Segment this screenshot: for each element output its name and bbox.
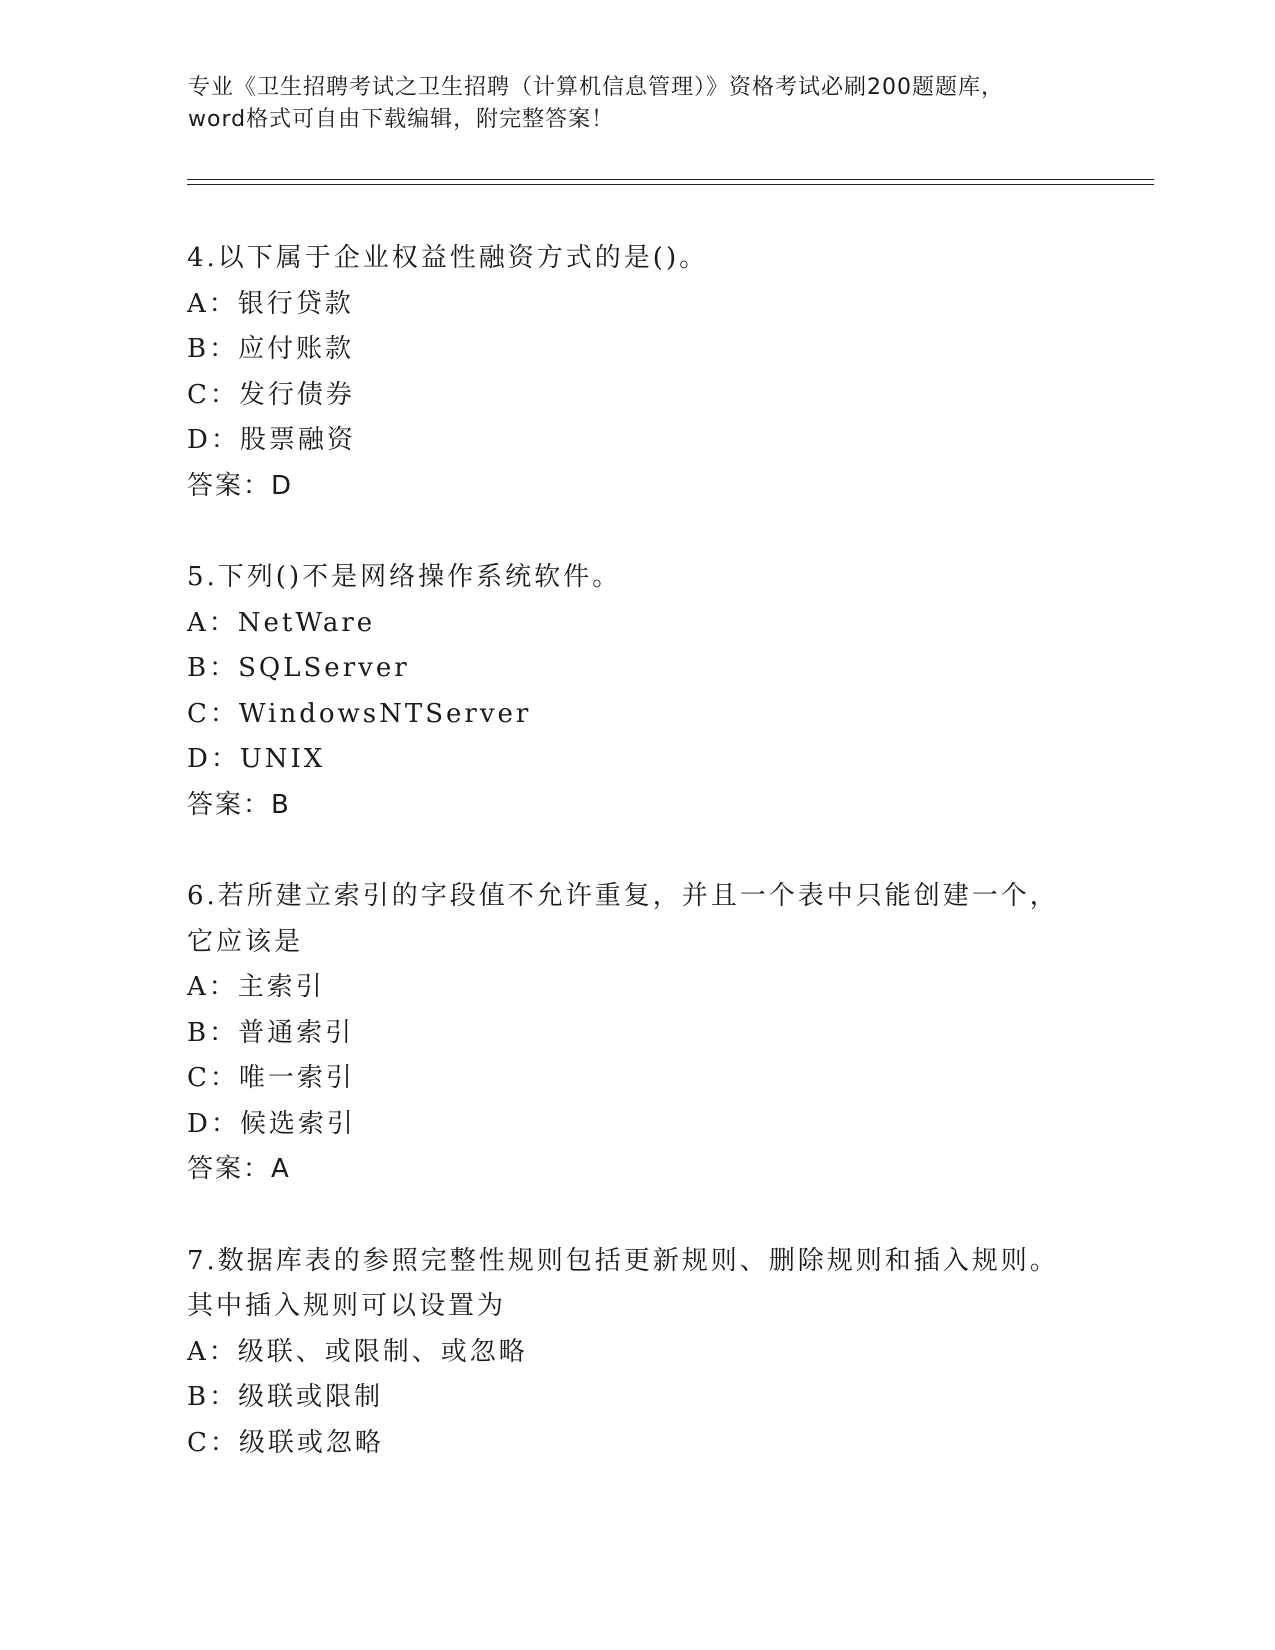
question-stem-continued: 其中插入规则可以设置为 (187, 1291, 507, 1321)
option-a: A：NetWare (187, 607, 376, 638)
question-6 (187, 874, 1147, 1193)
document-header (188, 72, 1088, 136)
header-divider-bottom (187, 184, 1154, 185)
question-stem: 7.数据库表的参照完整性规则包括更新规则、删除规则和插入规则。 (187, 1245, 1059, 1276)
answer: 答案：B (187, 789, 291, 820)
question-stem: 5.下列()不是网络操作系统软件。 (187, 562, 622, 592)
question-list (187, 236, 1147, 1512)
option-d: D：候选索引 (187, 1108, 356, 1139)
question-stem-continued: 它应该是 (187, 926, 304, 957)
option-c: C：唯一索引 (187, 1063, 355, 1093)
header-divider-top (187, 179, 1154, 180)
option-c: C：发行债券 (187, 379, 355, 410)
option-a: A：级联、或限制、或忽略 (187, 1336, 528, 1367)
option-a: A：银行贷款 (187, 288, 354, 319)
header-line-2: word格式可自由下载编辑，附完整答案！ (188, 107, 615, 132)
option-c: C：WindowsNTServer (187, 698, 532, 729)
header-line-1: 专业《卫生招聘考试之卫生招聘（计算机信息管理）》资格考试必刷200题题库， (188, 75, 1004, 100)
answer: 答案：D (187, 470, 294, 501)
option-d: D：UNIX (187, 744, 326, 774)
option-b: B：级联或限制 (187, 1382, 384, 1412)
option-b: B：应付账款 (187, 334, 355, 364)
option-c: C：级联或忽略 (187, 1427, 384, 1458)
option-d: D：股票融资 (187, 425, 356, 455)
question-4 (187, 236, 1147, 509)
question-5 (187, 555, 1147, 828)
question-stem: 6.若所建立索引的字段值不允许重复，并且一个表中只能创建一个， (187, 881, 1059, 911)
answer: 答案：A (187, 1154, 291, 1184)
question-7 (187, 1239, 1147, 1467)
option-a: A：主索引 (187, 972, 325, 1002)
question-stem: 4.以下属于企业权益性融资方式的是()。 (187, 243, 709, 273)
option-b: B：SQLServer (187, 653, 410, 683)
option-b: B：普通索引 (187, 1017, 355, 1048)
